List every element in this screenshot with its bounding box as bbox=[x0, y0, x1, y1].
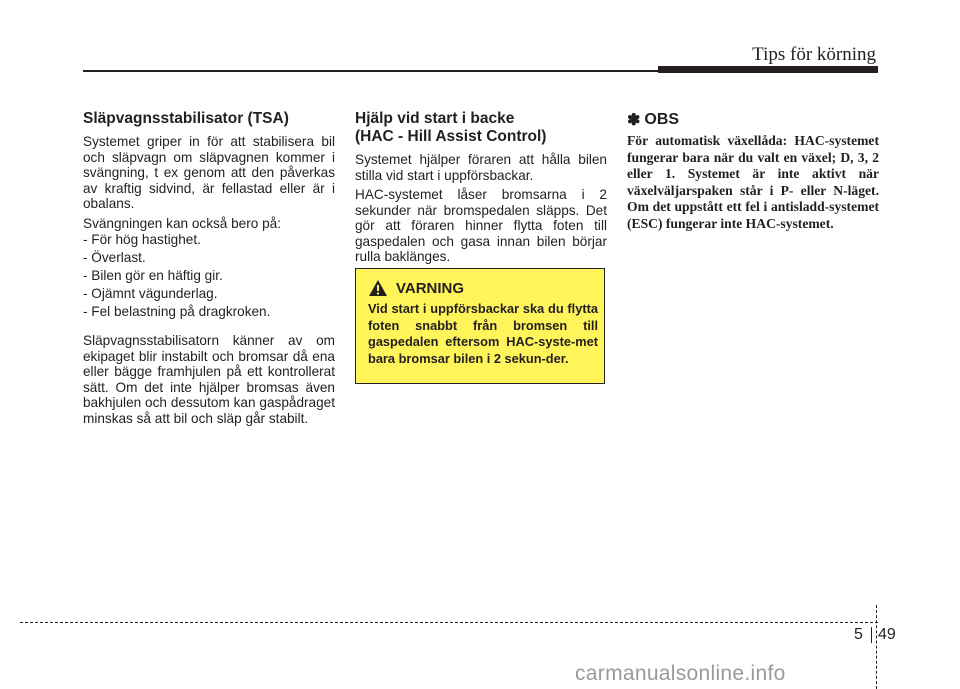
page-number: 49 bbox=[878, 626, 896, 643]
tsa-cause-list bbox=[83, 231, 335, 321]
header-rule-thick bbox=[658, 66, 878, 73]
hac-paragraph-2: HAC-systemet låser bromsarna i 2 sekunder när bromspedalen släpps. Det gör att föraren hinner flytta foten till gaspedalen och gasa innan bilen börjar rulla baklänges. bbox=[355, 187, 607, 264]
chapter-number: 5 bbox=[854, 626, 863, 643]
tsa-paragraph-2: Svängningen kan också bero på: bbox=[83, 215, 282, 231]
obs-asterisk-icon: ✽ bbox=[627, 112, 641, 129]
warning-title: VARNING bbox=[396, 279, 465, 297]
obs-title: OBS bbox=[644, 111, 680, 128]
hac-heading-line-2: (HAC - Hill Assist Control) bbox=[355, 128, 547, 145]
page-number-divider bbox=[871, 627, 872, 643]
footer-vertical-rule bbox=[876, 605, 877, 689]
list-item: - Överlast. bbox=[83, 250, 146, 265]
column-tsa bbox=[83, 110, 335, 426]
list-item: - Fel belastning på dragkroken. bbox=[83, 304, 271, 319]
list-item: - Ojämnt vägunderlag. bbox=[83, 286, 218, 301]
obs-heading bbox=[627, 110, 879, 130]
footer-dashed-rule bbox=[20, 622, 878, 623]
list-item: - Bilen gör en häftig gir. bbox=[83, 268, 223, 283]
page-header-title: Tips för körning bbox=[752, 44, 876, 65]
column-hac bbox=[355, 110, 607, 265]
warning-box bbox=[355, 268, 605, 384]
hac-paragraph-1: Systemet hjälper föraren att hålla bilen stilla vid start i uppförsbackar. bbox=[355, 152, 607, 183]
tsa-paragraph-1: Systemet griper in för att stabilisera bil och släpvagn om släpvagnen kommer i svängning, t ex genom att den påverkas av kraftig sidvind, är fellastad eller är i obalans. bbox=[83, 134, 335, 211]
warning-triangle-icon bbox=[368, 279, 388, 297]
watermark: carmanualsonline.info bbox=[575, 662, 786, 685]
obs-text: För automatisk växellåda: HAC-systemet fungerar bara när du valt en växel; D, 3, 2 eller 1. Systemet är inte aktivt när växelväljarspaken står i P- eller N-läget. Om det uppstått ett fel i antisladd-systemet (ESC) fungerar inte HAC-systemet. bbox=[627, 133, 879, 231]
list-item: - För hög hastighet. bbox=[83, 232, 201, 247]
column-obs bbox=[627, 110, 879, 233]
hac-heading bbox=[355, 110, 607, 146]
tsa-heading: Släpvagnsstabilisator (TSA) bbox=[83, 110, 289, 127]
hac-heading-line-1: Hjälp vid start i backe bbox=[355, 110, 515, 127]
tsa-paragraph-3: Släpvagnsstabilisatorn känner av om ekipaget blir instabilt och bromsar då ena eller bägge framhjulen på ett kontrollerat sätt. Om det inte hjälper bromsas även bakhjulen och dessutom kan gaspådraget minskas så att bil och släp går stabilt. bbox=[83, 333, 335, 426]
warning-text: Vid start i uppförsbackar ska du flytta foten snabbt från bromsen till gaspedalen eftersom HAC-syste-met bara bromsar bilen i 2 sekun-der. bbox=[368, 301, 598, 366]
